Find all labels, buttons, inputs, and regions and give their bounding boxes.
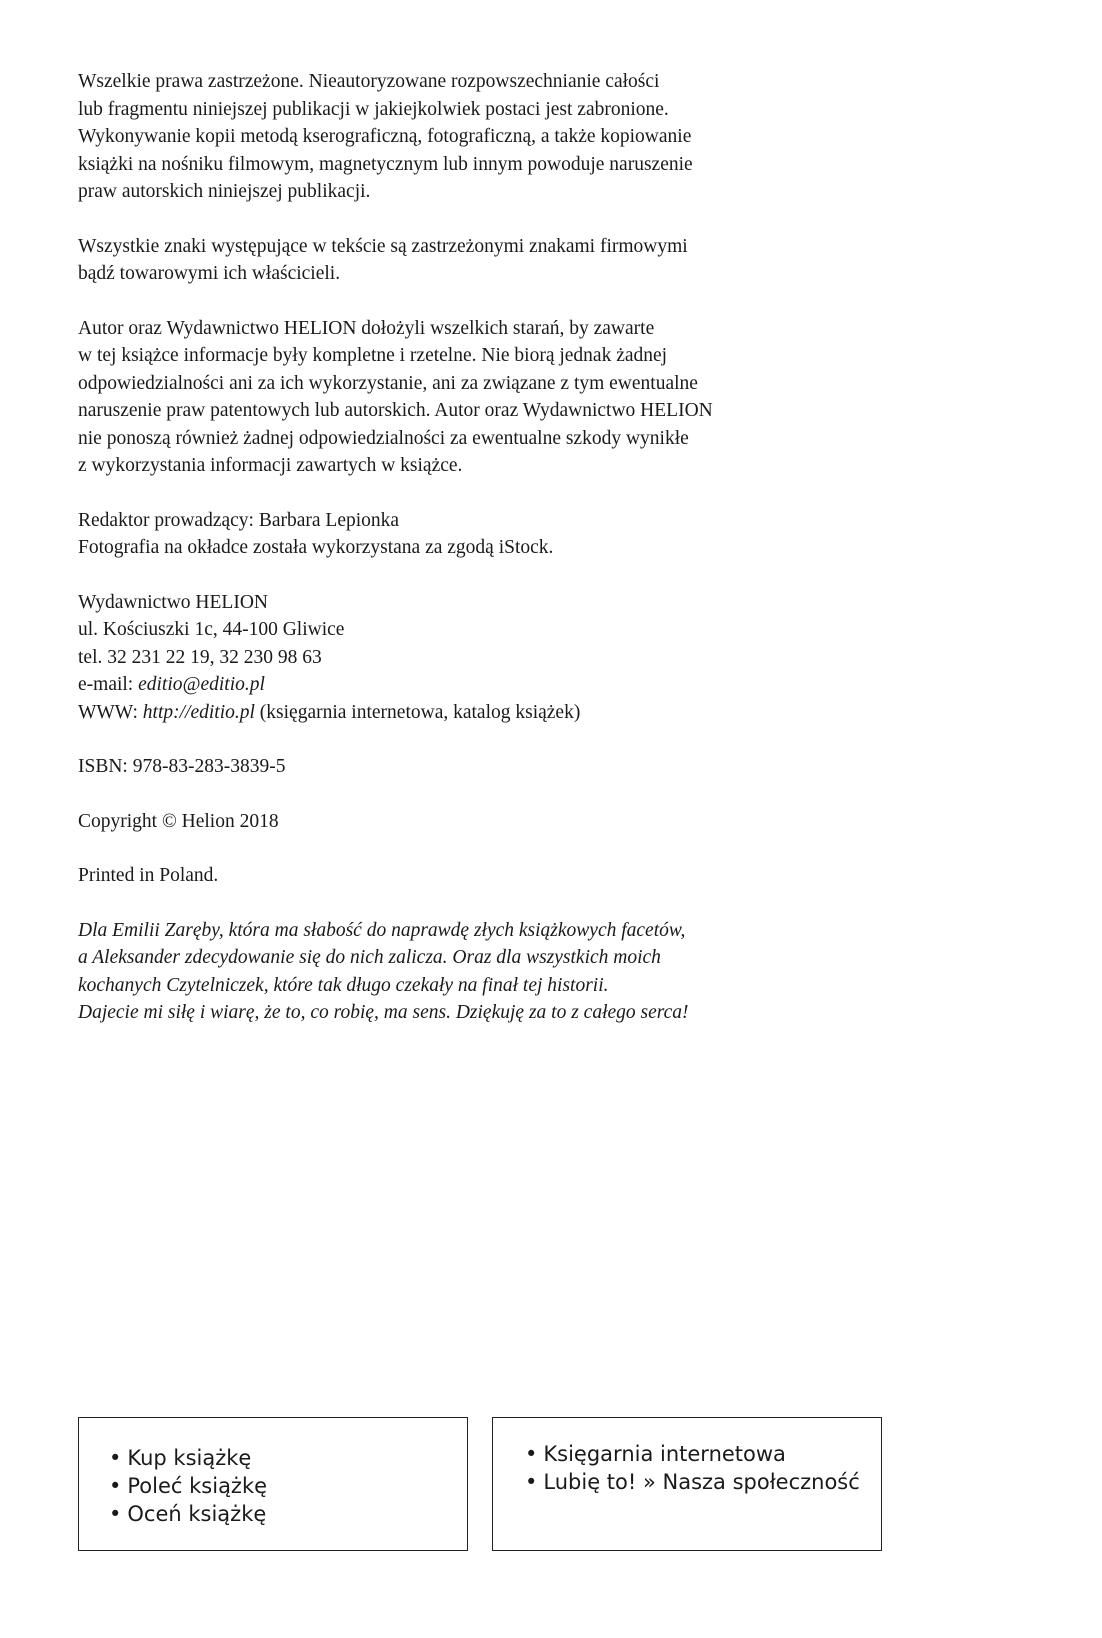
rights-line: książki na nośniku filmowym, magnetycznym lub innym powoduje naruszenie [78,153,693,175]
link-label: Księgarnia internetowa [543,1442,786,1466]
dedication-line: a Aleksander zdecydowanie się do nich zalicza. Oraz dla wszystkich moich [78,947,661,968]
trademarks-line: Wszystkie znaki występujące w tekście są zastrzeżonymi znakami firmowymi [78,235,688,257]
disclaimer-paragraph [78,315,878,480]
publisher-www-line [78,699,878,727]
online-bookstore-link[interactable] [525,1440,881,1468]
bullet-icon: • [109,1446,122,1470]
community-box [492,1417,882,1551]
dedication-line: kochanych Czytelniczek, które tak długo czekały na finał tej historii. [78,974,609,996]
www-note: (księgarnia internetowa, katalog książek) [254,701,581,723]
trademarks-line: bądź towarowymi ich właścicieli. [78,263,341,284]
copyright-page [78,68,878,1054]
link-boxes [78,1417,888,1553]
bullet-icon: • [525,1442,538,1466]
link-label: Oceń książkę [127,1502,267,1526]
link-label: Lubię to! » Nasza społeczność [543,1470,860,1494]
rate-book-link[interactable] [109,1500,467,1528]
dedication-paragraph [78,917,878,1027]
trademarks-paragraph [78,233,878,288]
publisher-phone: tel. 32 231 22 19, 32 230 98 63 [78,646,322,668]
publisher-address: ul. Kościuszki 1c, 44-100 Gliwice [78,619,345,640]
rights-line: lub fragmentu niniejszej publikacji w jakiejkolwiek postaci jest zabronione. [78,98,669,120]
rights-line: Wykonywanie kopii metodą kserograficzną, fotograficzną, a także kopiowanie [78,126,692,147]
link-label: Kup książkę [127,1446,252,1470]
email-label: e-mail: [78,674,139,695]
book-actions-box [78,1417,468,1551]
isbn-paragraph [78,753,878,781]
disclaimer-line: z wykorzystania informacji zawartych w książce. [78,455,463,476]
disclaimer-line: nie ponoszą również żadnej odpowiedzialności za ewentualne szkody wynikłe [78,427,689,449]
rights-line: praw autorskich niniejszej publikacji. [78,181,371,202]
www-link[interactable]: http://editio.pl [142,701,255,723]
recommend-book-link[interactable] [109,1472,467,1500]
community-link[interactable] [525,1468,881,1496]
publisher-name: Wydawnictwo HELION [78,591,268,613]
rights-paragraph [78,68,878,206]
isbn: ISBN: 978-83-283-3839-5 [78,756,286,777]
credits-paragraph [78,507,878,562]
rights-line: Wszelkie prawa zastrzeżone. Nieautoryzowane rozpowszechnianie całości [78,71,660,92]
bullet-icon: • [525,1470,538,1494]
bullet-icon: • [109,1474,122,1498]
editor-credit: Redaktor prowadzący: Barbara Lepionka [78,509,400,531]
disclaimer-line: Autor oraz Wydawnictwo HELION dołożyli wszelkich starań, by zawarte [78,317,655,339]
printed-in: Printed in Poland. [78,865,219,886]
publisher-email-line [78,671,878,699]
book-actions-list [79,1418,467,1528]
email-link[interactable]: editio@editio.pl [138,674,265,695]
www-label: WWW: [78,701,143,723]
dedication-line: Dla Emilii Zaręby, która ma słabość do naprawdę złych książkowych facetów, [78,919,686,941]
photo-credit: Fotografia na okładce została wykorzystana za zgodą iStock. [78,537,554,558]
link-label: Poleć książkę [127,1474,268,1498]
disclaimer-line: odpowiedzialności ani za ich wykorzystanie, ani za związane z tym ewentualne [78,372,698,394]
dedication-line: Dajecie mi siłę i wiarę, że to, co robię, ma sens. Dziękuję za to z całego serca! [78,1002,689,1023]
buy-book-link[interactable] [109,1444,467,1472]
copyright-notice: Copyright © Helion 2018 [78,810,279,832]
publisher-block [78,589,878,727]
bullet-icon: • [109,1502,122,1526]
community-list [493,1418,881,1496]
disclaimer-line: w tej książce informacje były kompletne i rzetelne. Nie biorą jednak żadnej [78,345,668,366]
printed-paragraph [78,862,878,890]
disclaimer-line: naruszenie praw patentowych lub autorskich. Autor oraz Wydawnictwo HELION [78,400,713,421]
copyright-paragraph [78,808,878,836]
